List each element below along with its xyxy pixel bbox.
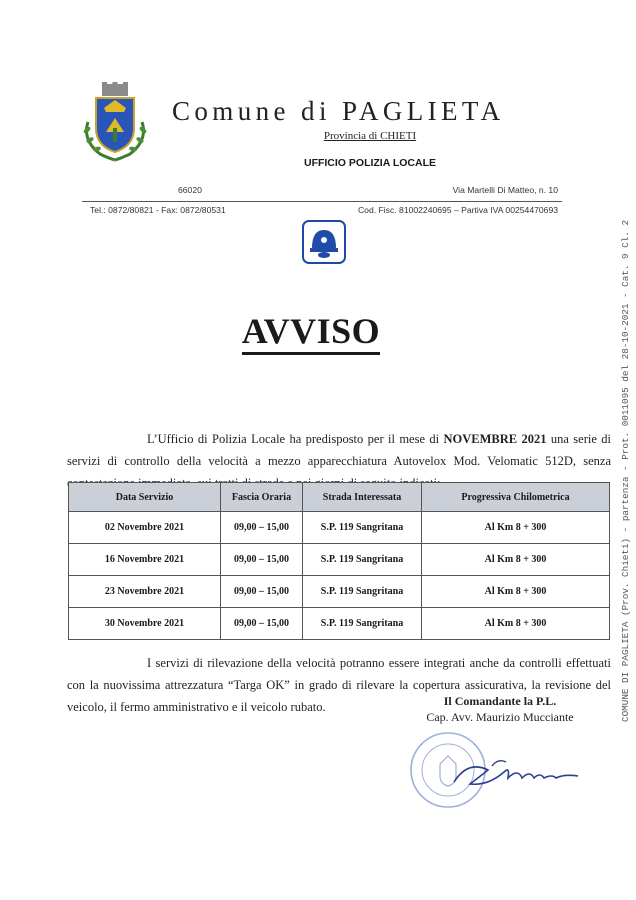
protocol-band: COMUNE DI PAGLIETA (Prov. Chieti) - partenza - Prot. 0011095 del 28-10-2021 - Cat. 9 Cl. 2 — [620, 219, 631, 722]
cell-road: S.P. 119 Sangritana — [303, 576, 422, 608]
cell-km: Al Km 8 + 300 — [422, 544, 610, 576]
col-progressiva-chilometrica: Progressiva Chilometrica — [422, 483, 610, 512]
cell-time: 09,00 – 15,00 — [221, 544, 303, 576]
header-divider — [82, 201, 562, 202]
signature-icon — [448, 748, 588, 798]
cell-time: 09,00 – 15,00 — [221, 512, 303, 544]
cell-date: 23 Novembre 2021 — [69, 576, 221, 608]
col-strada-interessata: Strada Interessata — [303, 483, 422, 512]
table-row — [69, 576, 610, 608]
cell-road: S.P. 119 Sangritana — [303, 608, 422, 640]
notice-month: NOVEMBRE 2021 — [443, 432, 547, 446]
notice-intro: L’Ufficio di Polizia Locale ha predisposto per il mese di NOVEMBRE 2021 una serie di servizi di controllo della velocità a mezzo apparecchiatura Autovelox Mod. Velomatic 512D, senza — [67, 432, 611, 468]
cell-time: 09,00 – 15,00 — [221, 608, 303, 640]
signatory-role: Il Comandante la P.L. — [443, 694, 557, 708]
cell-road: S.P. 119 Sangritana — [303, 512, 422, 544]
coat-of-arms-icon — [78, 82, 152, 162]
postal-code: 66020 — [178, 185, 202, 195]
notice-closing: I servizi di rilevazione della velocità potranno essere integrati anche da controlli effettuati con la nuovissima attrezzatura “Targa OK” in grado di rilevare la copertura assicurativa, la revisione del veicolo, il fermo amministrativo e il veicolo rubato. — [67, 656, 611, 714]
phone-fax: Tel.: 0872/80821 - Fax: 0872/80531 — [90, 205, 226, 215]
office-name: UFFICIO POLIZIA LOCALE — [303, 157, 437, 169]
address: Via Martelli Di Matteo, n. 10 — [452, 185, 558, 195]
cell-km: Al Km 8 + 300 — [422, 512, 610, 544]
cell-km: Al Km 8 + 300 — [422, 576, 610, 608]
cell-date: 16 Novembre 2021 — [69, 544, 221, 576]
table-row — [69, 512, 610, 544]
col-fascia-oraria: Fascia Oraria — [221, 483, 303, 512]
fiscal-codes: Cod. Fisc. 81002240695 – Partiva IVA 00254470693 — [357, 205, 558, 215]
schedule-table — [68, 482, 610, 640]
table-row — [69, 608, 610, 640]
province-link[interactable]: Provincia di CHIETI — [323, 130, 417, 142]
police-badge-icon — [302, 220, 346, 264]
page-title: Comune di PAGLIETA — [172, 96, 505, 126]
col-data-servizio: Data Servizio — [69, 483, 221, 512]
cell-km: Al Km 8 + 300 — [422, 608, 610, 640]
cell-date: 02 Novembre 2021 — [69, 512, 221, 544]
table-row — [69, 544, 610, 576]
signatory-block — [400, 693, 600, 725]
cell-date: 30 Novembre 2021 — [69, 608, 221, 640]
cell-time: 09,00 – 15,00 — [221, 576, 303, 608]
cell-road: S.P. 119 Sangritana — [303, 544, 422, 576]
notice-heading: AVVISO — [0, 310, 622, 352]
table-header-row — [69, 483, 610, 512]
signatory-name: Cap. Avv. Maurizio Mucciante — [426, 710, 574, 724]
